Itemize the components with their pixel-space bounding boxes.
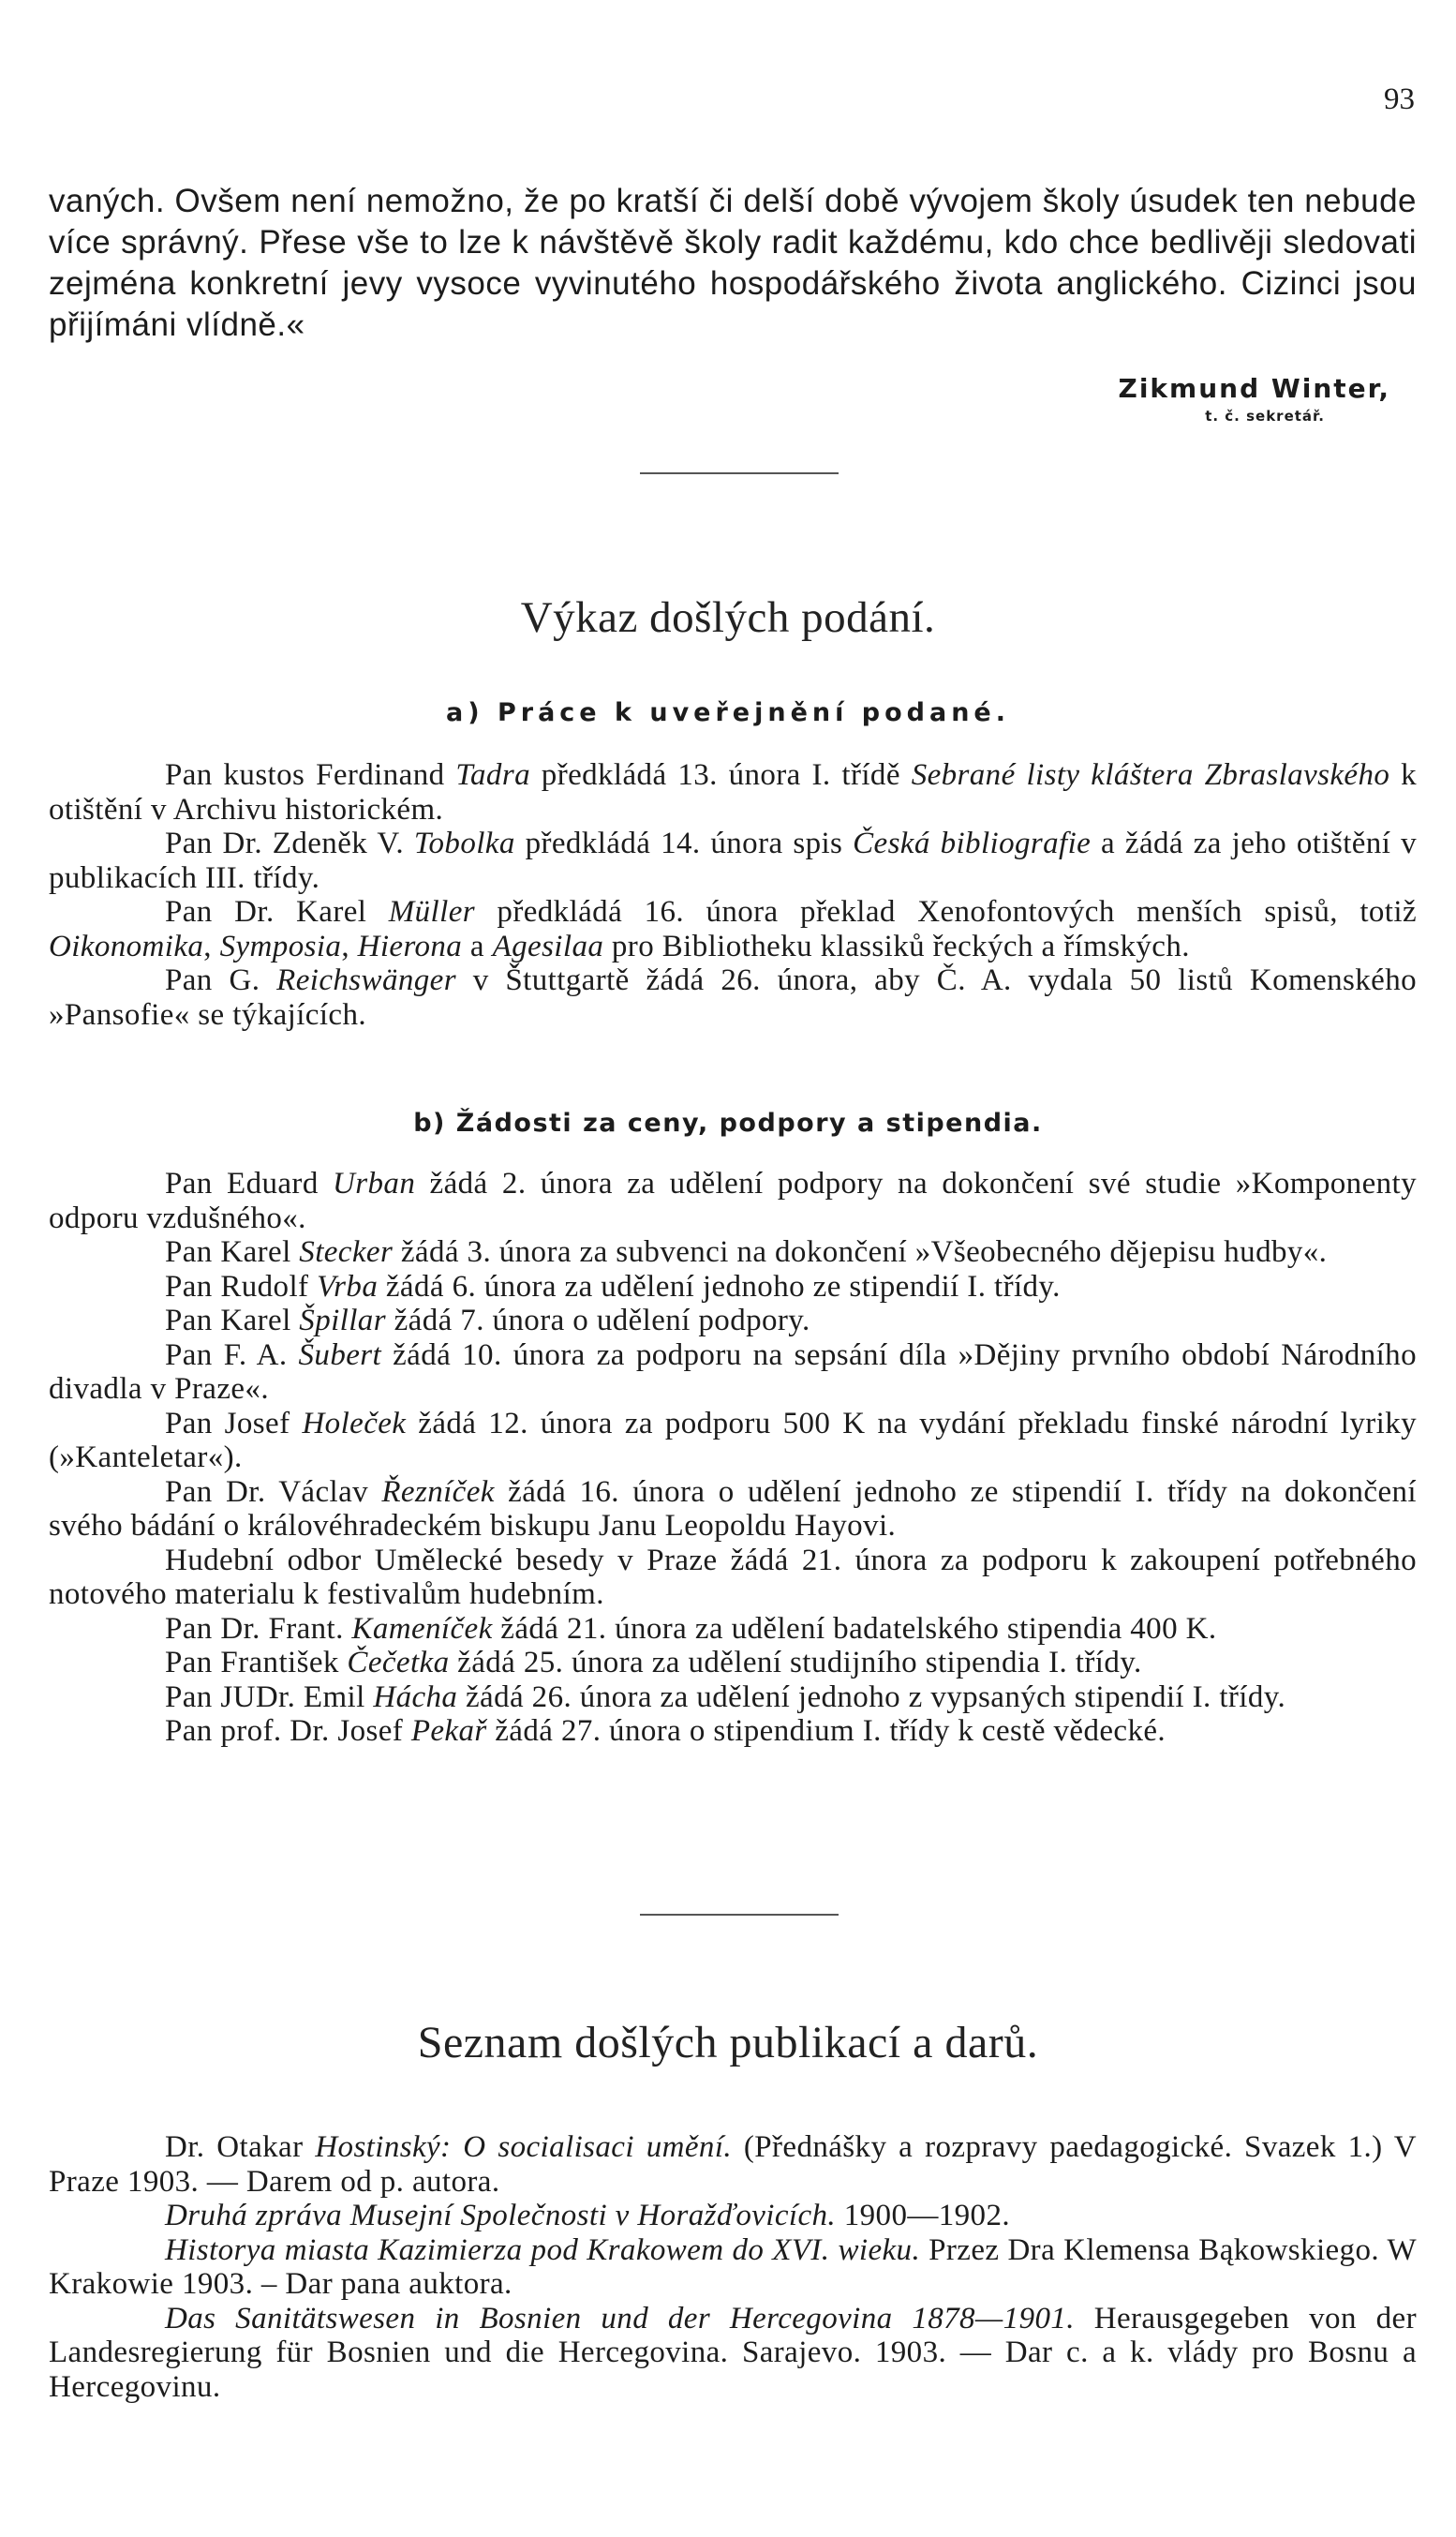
text-run: předkládá 14. února spis bbox=[514, 827, 854, 860]
italic-title: Stecker bbox=[299, 1235, 394, 1269]
request-entry bbox=[49, 1544, 1417, 1612]
italic-title: Symposia bbox=[219, 929, 342, 963]
text-run: žádá 25. února za udělení studijního stipendia I. třídy. bbox=[449, 1646, 1142, 1679]
text-run: žádá 27. února o stipendium I. třídy k cestě vědecké. bbox=[486, 1714, 1166, 1748]
publication-entry bbox=[49, 2233, 1417, 2302]
request-entry bbox=[49, 1167, 1417, 1235]
italic-title: Müller bbox=[388, 895, 475, 929]
request-entry bbox=[49, 1475, 1417, 1544]
italic-title: Tobolka bbox=[413, 827, 515, 860]
text-run: předkládá 13. února I. třídě bbox=[529, 758, 912, 792]
subsection-title-requests: b) Žádosti za ceny, podpory a stipendia. bbox=[413, 1109, 1043, 1138]
section-title-publications: Seznam došlých publikací a darů. bbox=[417, 2018, 1039, 2067]
request-entry bbox=[49, 1646, 1417, 1680]
text-run: Pan G. bbox=[165, 963, 277, 997]
publication-entry bbox=[49, 2130, 1417, 2199]
work-entry bbox=[49, 963, 1417, 1032]
italic-title: Šubert bbox=[298, 1337, 382, 1372]
italic-title: Agesilaa bbox=[492, 929, 604, 963]
intro-paragraph: vaných. Ovšem není nemožno, že po kratší či delší době vývojem školy úsudek ten nebude více správný. Přese vše to lze k návštěvě školy radit každému, kdo chce bedlivěji sledovati zejména konkretní jevy vysoce vyvinutého hospodářského života anglického. Cizinci jsou přijímáni vlídně.« bbox=[49, 183, 1417, 343]
text-run: předkládá 16. února překlad Xenofontových menších spisů, totiž bbox=[474, 895, 1417, 929]
publications-list bbox=[49, 2130, 1417, 2404]
text-run: Pan Dr. Václav bbox=[165, 1474, 382, 1509]
work-entry bbox=[49, 895, 1417, 963]
subsection-title-works: a) Práce k uveřejnění podané. bbox=[446, 698, 1010, 727]
italic-title: Tadra bbox=[455, 758, 530, 792]
signature-role: t. č. sekretář. bbox=[1205, 408, 1325, 425]
request-entry bbox=[49, 1680, 1417, 1715]
request-entry bbox=[49, 1407, 1417, 1475]
publication-entry bbox=[49, 2199, 1417, 2233]
work-entry bbox=[49, 827, 1417, 895]
italic-title: Pekař bbox=[410, 1714, 487, 1748]
italic-title: Kameníček bbox=[351, 1611, 493, 1646]
text-run: , bbox=[203, 929, 220, 963]
text-run: , bbox=[341, 929, 358, 963]
text-run: žádá 10. února za podporu na sepsání díla »Dějiny prvního období Národního divadla v Praze«. bbox=[49, 1337, 1417, 1406]
request-entry bbox=[49, 1235, 1417, 1270]
text-run: žádá 6. února za udělení jednoho ze stipendií I. třídy. bbox=[378, 1269, 1061, 1304]
text-run: pro Bibliotheku klassiků řeckých a římských. bbox=[603, 929, 1190, 963]
text-run: Pan kustos Ferdinand bbox=[165, 758, 456, 792]
italic-title: Řezníček bbox=[381, 1474, 495, 1509]
text-run: žádá 26. února za udělení jednoho z vypsaných stipendií I. třídy. bbox=[457, 1679, 1286, 1714]
text-run: Pan Dr. Zdeněk V. bbox=[165, 827, 414, 860]
text-run: Dr. Otakar bbox=[165, 2130, 316, 2164]
italic-title: Hierona bbox=[357, 929, 463, 963]
page-number: 93 bbox=[1384, 82, 1415, 116]
request-entry bbox=[49, 1270, 1417, 1305]
request-entry bbox=[49, 1338, 1417, 1407]
text-run: a žádá za jeho otištění v publikacích III. třídy. bbox=[49, 827, 1417, 895]
italic-title: Das Sanitätswesen in Bosnien und der Hercegovina 1878—1901. bbox=[165, 2301, 1075, 2336]
italic-title: Druhá zpráva Musejní Společnosti v Horažďovicích. bbox=[165, 2199, 837, 2232]
requests-list bbox=[49, 1167, 1417, 1749]
text-run: žádá 16. února o udělení jednoho ze stipendií I. třídy na dokončení svého bádání o královéhradeckém biskupu Janu Leopoldu Hayovi. bbox=[49, 1474, 1417, 1543]
text-run: a bbox=[462, 929, 493, 963]
italic-title: Oikonomika bbox=[49, 929, 204, 963]
italic-title: Hostinský: O socialisaci umění. bbox=[315, 2130, 733, 2164]
text-run: v Štuttgartě žádá 26. února, aby Č. A. vydala 50 listů Komenského »Pansofie« se týkajících. bbox=[49, 963, 1417, 1032]
request-entry bbox=[49, 1612, 1417, 1647]
signature-name: Zikmund Winter, bbox=[1118, 373, 1390, 404]
italic-title: Historya miasta Kazimierza pod Krakowem do XVI. wieku. bbox=[165, 2232, 921, 2267]
text-run: Pan Dr. Frant. bbox=[165, 1611, 352, 1646]
work-entry bbox=[49, 758, 1417, 827]
text-run: Pan František bbox=[165, 1646, 348, 1679]
text-run: žádá 7. února o udělení podpory. bbox=[385, 1304, 810, 1337]
italic-title: Holeček bbox=[302, 1406, 407, 1440]
text-run: Pan JUDr. Emil bbox=[165, 1679, 374, 1714]
italic-title: Hácha bbox=[373, 1679, 458, 1714]
text-run: Pan Karel bbox=[165, 1304, 300, 1337]
text-run: Przez Dra Klemensa Bąkowskiego. W Krakowie 1903. – Dar pana auktora. bbox=[49, 2232, 1417, 2301]
text-run: Pan prof. Dr. Josef bbox=[165, 1714, 411, 1748]
text-run: žádá 21. února za udělení badatelského stipendia 400 K. bbox=[492, 1611, 1217, 1646]
text-run: žádá 3. února za subvenci na dokončení »Všeobecného dějepisu hudby«. bbox=[393, 1235, 1328, 1269]
signature bbox=[1119, 373, 1390, 425]
text-run: žádá 12. února za podporu 500 K na vydání překladu finské národní lyriky (»Kanteletar«). bbox=[49, 1406, 1417, 1474]
text-run: Pan Dr. Karel bbox=[165, 895, 389, 929]
italic-title: Špillar bbox=[299, 1304, 386, 1337]
section-title-submissions: Výkaz došlých podání. bbox=[520, 593, 936, 642]
text-run: Hudební odbor Umělecké besedy v Praze žádá 21. února za podporu k zakoupení potřebného notového materialu k festivalům hudebním. bbox=[49, 1543, 1417, 1611]
text-run: žádá 2. února za udělení podpory na dokončení své studie »Komponenty odporu vzdušného«. bbox=[49, 1167, 1417, 1235]
italic-title: Čečetka bbox=[347, 1646, 450, 1679]
text-run: Pan Karel bbox=[165, 1235, 300, 1269]
works-list bbox=[49, 758, 1417, 1032]
italic-title: Česká bibliografie bbox=[853, 827, 1092, 860]
text-run: Pan F. A. bbox=[165, 1337, 299, 1372]
text-run: Pan Rudolf bbox=[165, 1269, 318, 1304]
italic-title: Sebrané listy kláštera Zbraslavského bbox=[911, 758, 1390, 792]
italic-title: Vrba bbox=[317, 1269, 379, 1304]
italic-title: Urban bbox=[333, 1167, 416, 1201]
text-run: (Přednášky a rozpravy paedagogické. Svazek 1.) V Praze 1903. — Darem od p. autora. bbox=[49, 2130, 1417, 2199]
text-run: Herausgegeben von der Landesregierung für Bosnien und die Hercegovina. Sarajevo. 1903. — Dar c. a k. vlády pro Bosnu a Hercegovinu. bbox=[49, 2301, 1417, 2404]
section-divider bbox=[640, 1914, 839, 1916]
text-run: k otištění v Archivu historickém. bbox=[49, 758, 1417, 827]
intro-text bbox=[49, 181, 1417, 346]
request-entry bbox=[49, 1304, 1417, 1338]
text-run: 1900—1902. bbox=[836, 2199, 1010, 2232]
italic-title: Reichswänger bbox=[276, 963, 456, 997]
text-run: Pan Josef bbox=[165, 1406, 303, 1440]
publication-entry bbox=[49, 2302, 1417, 2405]
request-entry bbox=[49, 1714, 1417, 1749]
text-run: Pan Eduard bbox=[165, 1167, 334, 1201]
section-divider bbox=[640, 472, 839, 474]
